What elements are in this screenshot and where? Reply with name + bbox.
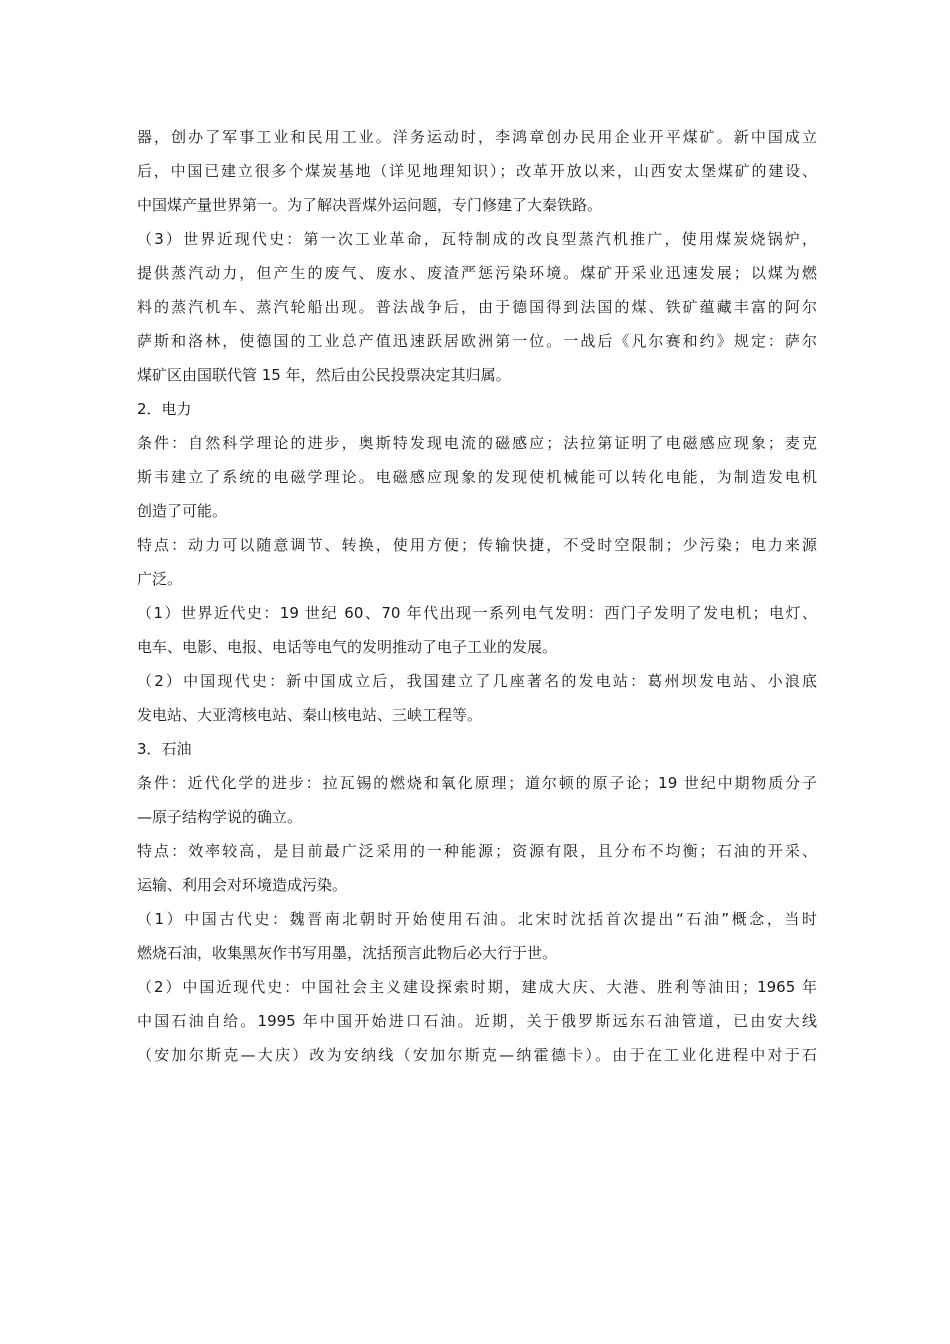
text-line: 3．石油 [137, 740, 192, 758]
text-line: 条件：自然科学理论的进步，奥斯特发现电流的磁感应；法拉第证明了电磁感应现象；麦克 [137, 434, 817, 452]
text-line: 广泛。 [137, 570, 183, 588]
text-line: 2．电力 [137, 400, 192, 418]
text-line: （1）中国古代史：魏晋南北朝时开始使用石油。北宋时沈括首次提出“石油”概念，当时 [137, 910, 817, 928]
text-line: （2）中国现代史：新中国成立后，我国建立了几座著名的发电站：葛州坝发电站、小浪底 [137, 672, 817, 690]
text-line: （安加尔斯克—大庆）改为安纳线（安加尔斯克—纳霍德卡）。由于在工业化进程中对于石 [137, 1046, 817, 1064]
text-line: 中国煤产量世界第一。为了解决晋煤外运问题，专门修建了大秦铁路。 [137, 196, 603, 214]
text-line: （1）世界近代史：19 世纪 60、70 年代出现一系列电气发明：西门子发明了发电机；电灯、 [137, 604, 817, 622]
text-line: 发电站、大亚湾核电站、秦山核电站、三峡工程等。 [137, 706, 483, 724]
text-line: 中国石油自给。1995 年中国开始进口石油。近期，关于俄罗斯远东石油管道，已由安大线 [137, 1012, 817, 1030]
text-line: 煤矿区由国联代管 15 年，然后由公民投票决定其归属。 [137, 366, 511, 384]
text-line: 燃烧石油，收集黑灰作书写用墨，沈括预言此物后必大行于世。 [137, 944, 558, 962]
text-line: 电车、电影、电报、电话等电气的发明推动了电子工业的发展。 [137, 638, 558, 656]
text-line: 后，中国已建立很多个煤炭基地（详见地理知识）；改革开放以来，山西安太堡煤矿的建设、 [137, 162, 817, 180]
text-line: —原子结构学说的确立。 [137, 808, 303, 826]
text-line: 斯韦建立了系统的电磁学理论。电磁感应现象的发现使机械能可以转化电能，为制造发电机 [137, 468, 817, 486]
text-line: 料的蒸汽机车、蒸汽轮船出现。普法战争后，由于德国得到法国的煤、铁矿蕴藏丰富的阿尔 [137, 298, 817, 316]
text-line: （2）中国近现代史：中国社会主义建设探索时期，建成大庆、大港、胜利等油田；1965 年 [137, 978, 817, 996]
text-line: 萨斯和洛林，使德国的工业总产值迅速跃居欧洲第一位。一战后《凡尔赛和约》规定：萨尔 [137, 332, 817, 350]
text-line: 特点：效率较高，是目前最广泛采用的一种能源；资源有限，且分布不均衡；石油的开采、 [137, 842, 817, 860]
text-line: 创造了可能。 [137, 502, 228, 520]
text-line: 条件：近代化学的进步：拉瓦锡的燃烧和氧化原理；道尔顿的原子论；19 世纪中期物质分子 [137, 774, 817, 792]
document-body [137, 120, 817, 1072]
text-line: 特点：动力可以随意调节、转换，使用方便；传输快捷，不受时空限制；少污染；电力来源 [137, 536, 817, 554]
text-line: 运输、利用会对环境造成污染。 [137, 876, 348, 894]
text-line: 器，创办了军事工业和民用工业。洋务运动时，李鸿章创办民用企业开平煤矿。新中国成立 [137, 128, 817, 146]
text-line: （3）世界近现代史：第一次工业革命，瓦特制成的改良型蒸汽机推广，使用煤炭烧锅炉， [137, 230, 817, 248]
text-line: 提供蒸汽动力，但产生的废气、废水、废渣严惩污染环境。煤矿开采业迅速发展；以煤为燃 [137, 264, 817, 282]
